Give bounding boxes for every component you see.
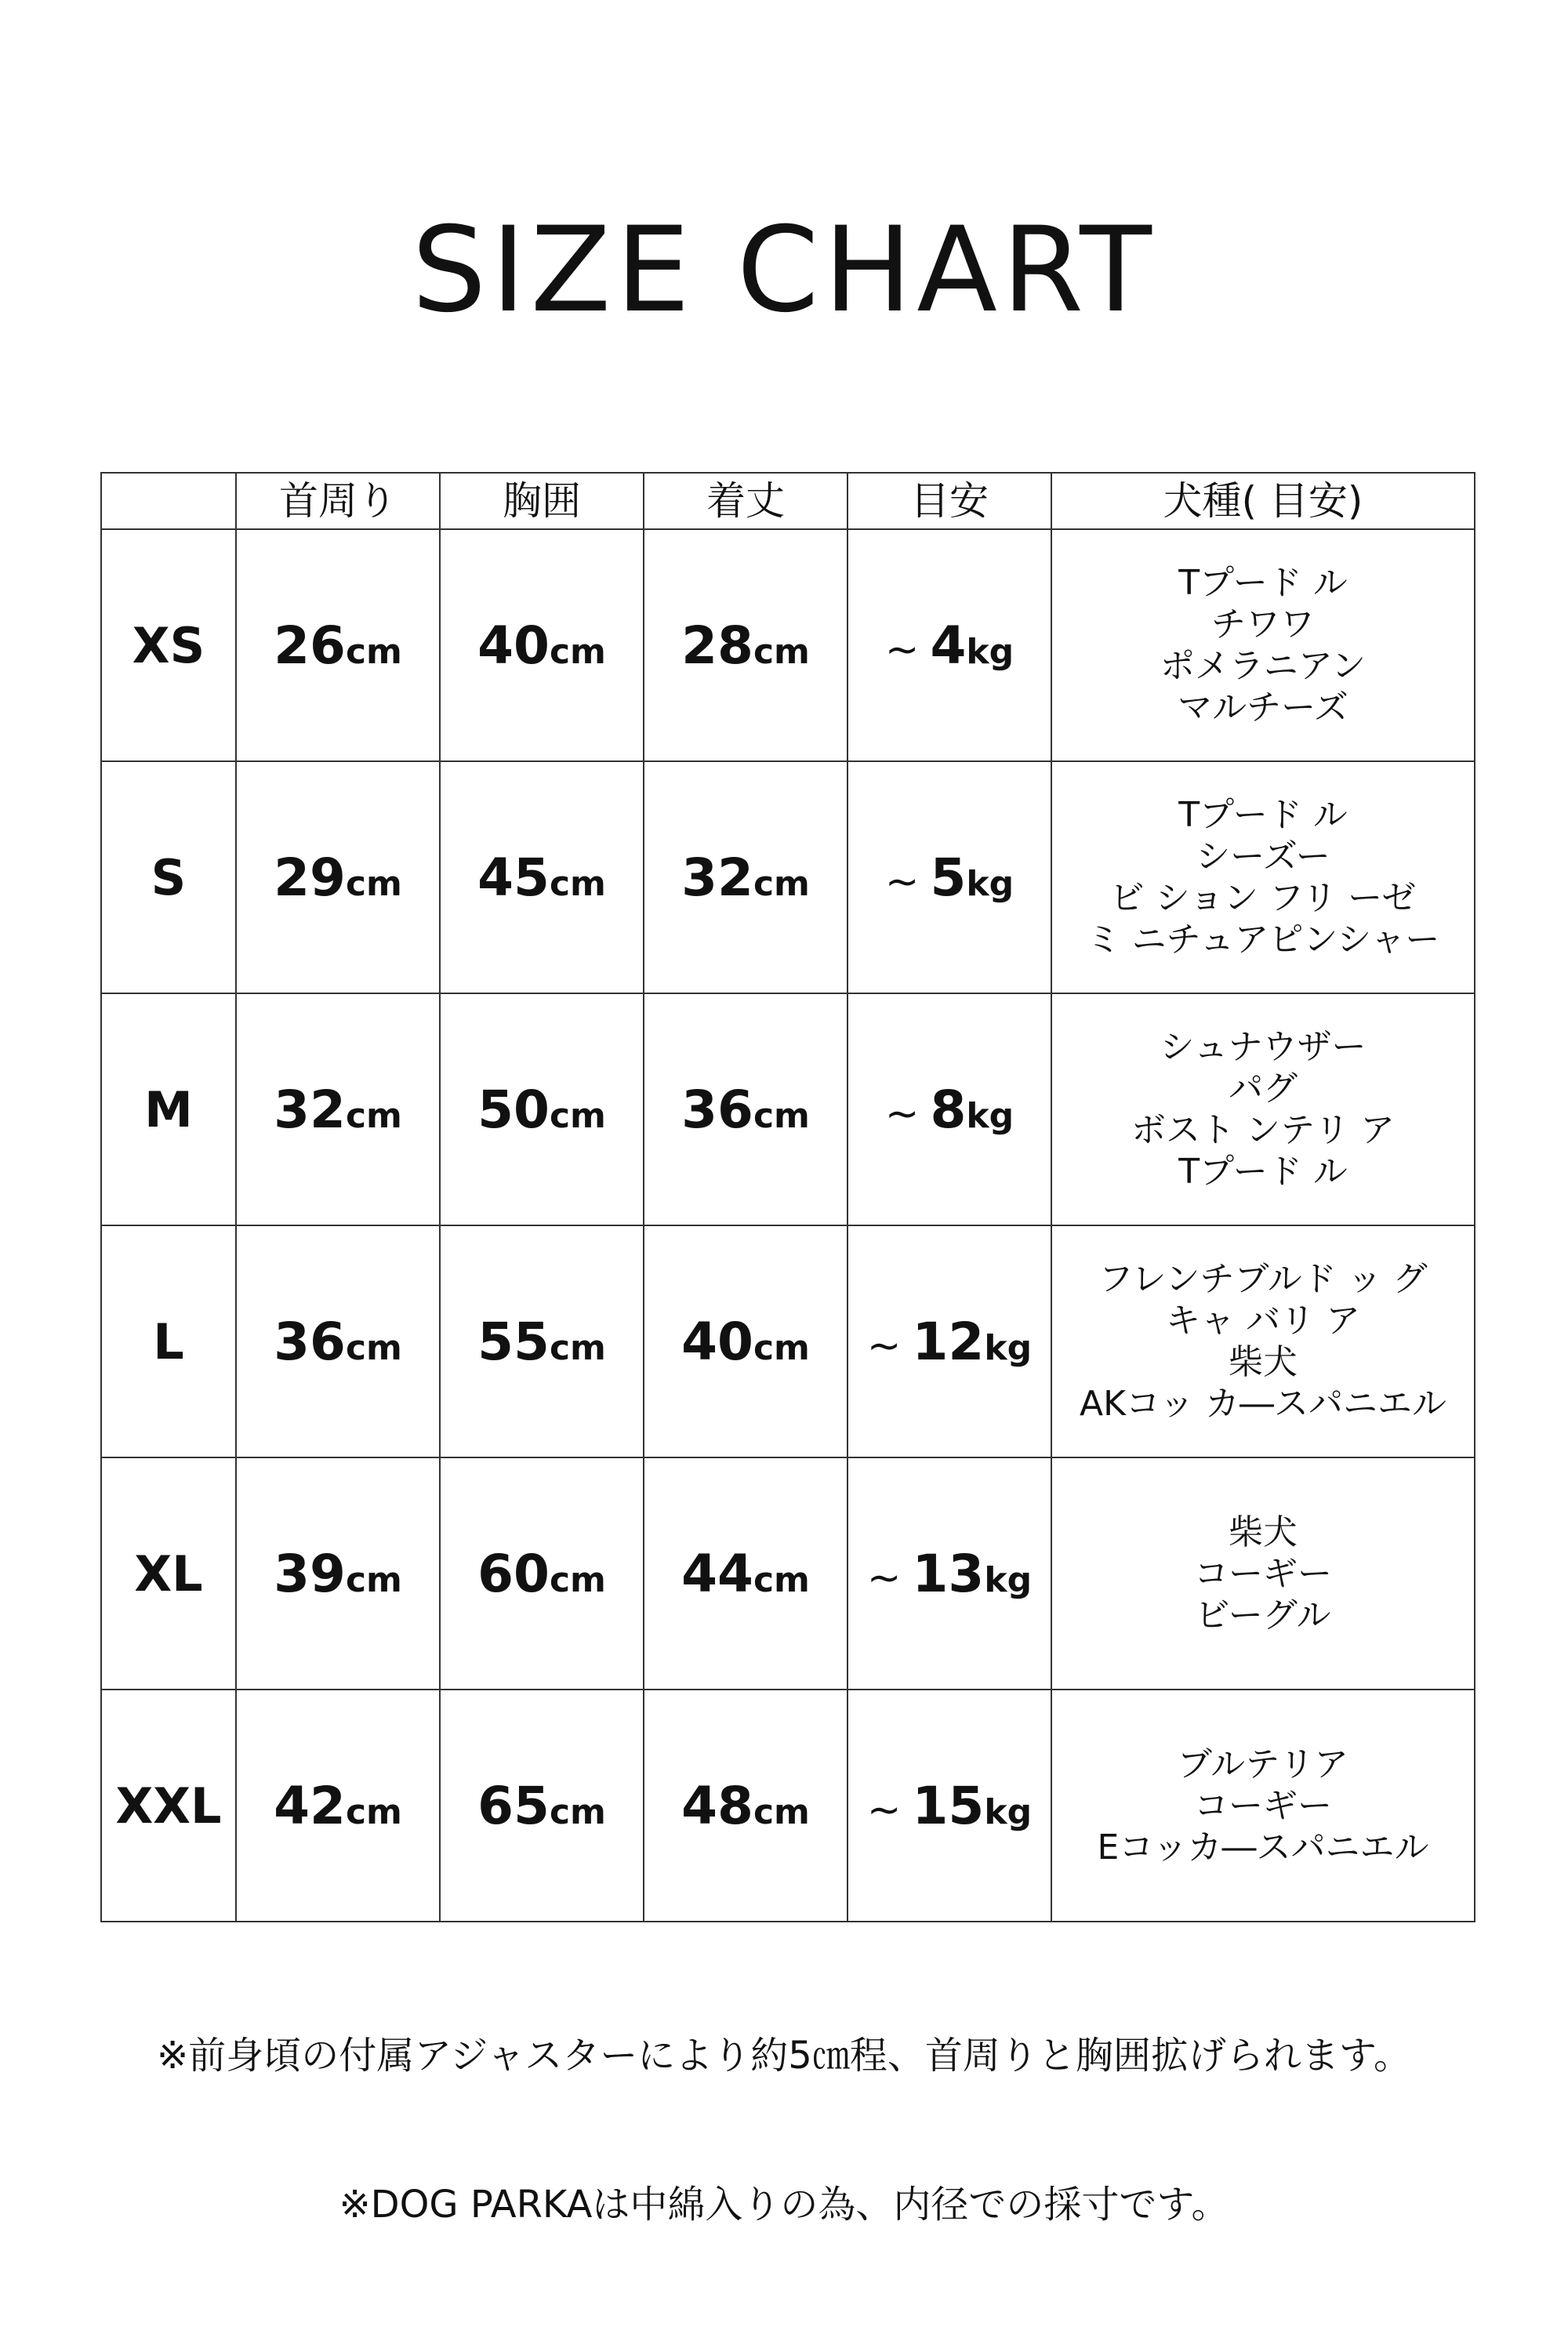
weight-prefix: ~ (866, 1322, 902, 1370)
chest-unit: cm (549, 631, 606, 672)
breed-item: ビーグル (1195, 1595, 1331, 1635)
breed-list (1052, 1026, 1474, 1192)
chest-cell (440, 1225, 644, 1457)
size-label: M (101, 993, 236, 1225)
breed-item: Tプード ル (1178, 563, 1348, 603)
length-unit: cm (753, 1559, 810, 1600)
weight-prefix: ~ (866, 1786, 902, 1834)
length-value: 36 (681, 1079, 753, 1140)
weight-value: 4 (930, 615, 967, 676)
breeds-cell (1051, 1225, 1475, 1457)
weight-cell (848, 993, 1051, 1225)
weight-prefix: ~ (884, 1090, 920, 1138)
breed-item: コーギー (1194, 1785, 1332, 1826)
neck-value: 42 (274, 1775, 346, 1836)
table-row (101, 1690, 1475, 1922)
neck-value: 29 (274, 847, 346, 908)
breed-item: パグ (1229, 1069, 1298, 1109)
size-label: XL (101, 1457, 236, 1690)
header-breeds: 犬種( 目安) (1051, 473, 1475, 529)
neck-cell (236, 1225, 440, 1457)
length-unit: cm (753, 863, 810, 904)
breed-item: Eコッカ―スパニエル (1097, 1827, 1429, 1867)
neck-value: 39 (274, 1543, 346, 1604)
breed-item: AKコッ カ―スパニエル (1079, 1384, 1447, 1424)
weight-value: 13 (912, 1543, 985, 1604)
adjuster-note: ※前身頃の付属アジャスターにより約5㎝程、首周りと胸囲拡げられます。 (156, 2034, 1412, 2078)
size-label: S (101, 761, 236, 993)
chest-value: 50 (477, 1079, 550, 1140)
weight-cell (848, 1457, 1051, 1690)
weight-unit: kg (966, 631, 1014, 672)
breed-item: キャ バリ ア (1166, 1301, 1360, 1341)
breed-item: シュナウザー (1160, 1027, 1367, 1067)
length-value: 44 (681, 1543, 753, 1604)
chest-cell (440, 1457, 644, 1690)
breed-list (1052, 562, 1474, 728)
neck-unit: cm (345, 1095, 402, 1136)
breeds-cell (1051, 1690, 1475, 1922)
chest-cell (440, 993, 644, 1225)
breed-item: 柴犬 (1229, 1342, 1298, 1382)
length-value: 48 (681, 1775, 753, 1836)
size-table (100, 472, 1475, 1922)
table-row (101, 1225, 1475, 1457)
length-cell (644, 1457, 848, 1690)
breed-item: ボスト ンテリ ア (1131, 1110, 1395, 1150)
weight-value: 5 (930, 847, 967, 908)
weight-unit: kg (984, 1791, 1033, 1832)
neck-unit: cm (345, 1791, 402, 1832)
size-label: L (101, 1225, 236, 1457)
breed-item: ビ ション フリ ーゼ (1109, 878, 1417, 918)
header-neck: 首周り (236, 473, 440, 529)
weight-prefix: ~ (866, 1554, 902, 1602)
breed-list (1052, 1258, 1474, 1425)
table-row (101, 529, 1475, 761)
table-row (101, 761, 1475, 993)
header-chest: 胸囲 (440, 473, 644, 529)
chest-value: 60 (477, 1543, 550, 1604)
weight-unit: kg (966, 863, 1014, 904)
length-unit: cm (753, 1791, 810, 1832)
chest-value: 40 (477, 615, 550, 676)
weight-cell (848, 1690, 1051, 1922)
breed-item: 柴犬 (1229, 1512, 1298, 1552)
table-row (101, 993, 1475, 1225)
length-value: 40 (681, 1311, 753, 1372)
neck-value: 26 (274, 615, 346, 676)
neck-cell (236, 1457, 440, 1690)
chest-cell (440, 761, 644, 993)
breeds-cell (1051, 761, 1475, 993)
breed-item: Tプード ル (1178, 1152, 1348, 1192)
weight-unit: kg (984, 1559, 1033, 1600)
length-cell (644, 993, 848, 1225)
breeds-cell (1051, 529, 1475, 761)
header-row (101, 473, 1475, 529)
weight-unit: kg (966, 1095, 1014, 1136)
length-cell (644, 529, 848, 761)
size-rows (101, 529, 1475, 1922)
breed-item: ブルテリア (1177, 1744, 1349, 1784)
breed-item: フレンチブルド ッ グ (1098, 1259, 1428, 1299)
length-value: 28 (681, 615, 753, 676)
weight-value: 8 (930, 1079, 967, 1140)
chest-cell (440, 529, 644, 761)
size-label: XXL (101, 1690, 236, 1922)
neck-cell (236, 761, 440, 993)
neck-unit: cm (345, 863, 402, 904)
measurement-note: ※DOG PARKAは中綿入りの為、内径での採寸です。 (339, 2183, 1229, 2227)
page-title: SIZE CHART (412, 202, 1156, 339)
breed-item: シーズー (1196, 837, 1330, 877)
header-weight: 目安 (848, 473, 1051, 529)
neck-value: 32 (274, 1079, 346, 1140)
chest-unit: cm (549, 1559, 606, 1600)
chest-value: 65 (477, 1775, 550, 1836)
breed-item: マルチーズ (1178, 688, 1348, 728)
weight-cell (848, 529, 1051, 761)
neck-unit: cm (345, 1559, 402, 1600)
length-value: 32 (681, 847, 753, 908)
breed-item: チワワ (1211, 604, 1315, 644)
weight-prefix: ~ (884, 858, 920, 906)
header-length: 着丈 (644, 473, 848, 529)
breed-list (1052, 1512, 1474, 1636)
breed-item: ポメラニアン (1160, 646, 1367, 686)
breeds-cell (1051, 993, 1475, 1225)
neck-cell (236, 1690, 440, 1922)
neck-cell (236, 529, 440, 761)
weight-cell (848, 1225, 1051, 1457)
length-cell (644, 1690, 848, 1922)
chest-unit: cm (549, 1791, 606, 1832)
weight-prefix: ~ (884, 626, 920, 673)
length-cell (644, 1225, 848, 1457)
weight-value: 15 (912, 1775, 985, 1836)
chest-value: 55 (477, 1311, 550, 1372)
neck-cell (236, 993, 440, 1225)
breed-item: Tプード ル (1178, 795, 1348, 835)
weight-value: 12 (912, 1311, 985, 1372)
breeds-cell (1051, 1457, 1475, 1690)
chest-cell (440, 1690, 644, 1922)
neck-unit: cm (345, 1327, 402, 1368)
size-label: XS (101, 529, 236, 761)
chest-unit: cm (549, 863, 606, 904)
length-unit: cm (753, 1327, 810, 1368)
table-row (101, 1457, 1475, 1690)
length-cell (644, 761, 848, 993)
chest-unit: cm (549, 1095, 606, 1136)
neck-unit: cm (345, 631, 402, 672)
weight-unit: kg (984, 1327, 1033, 1368)
length-unit: cm (753, 1095, 810, 1136)
weight-cell (848, 761, 1051, 993)
length-unit: cm (753, 631, 810, 672)
header-size (101, 473, 236, 529)
chest-value: 45 (477, 847, 550, 908)
breed-list (1052, 1744, 1474, 1868)
breed-item: コーギー (1194, 1553, 1332, 1594)
neck-value: 36 (274, 1311, 346, 1372)
chest-unit: cm (549, 1327, 606, 1368)
breed-item: ミ ニチュアピンシャー (1086, 920, 1440, 960)
breed-list (1052, 794, 1474, 960)
